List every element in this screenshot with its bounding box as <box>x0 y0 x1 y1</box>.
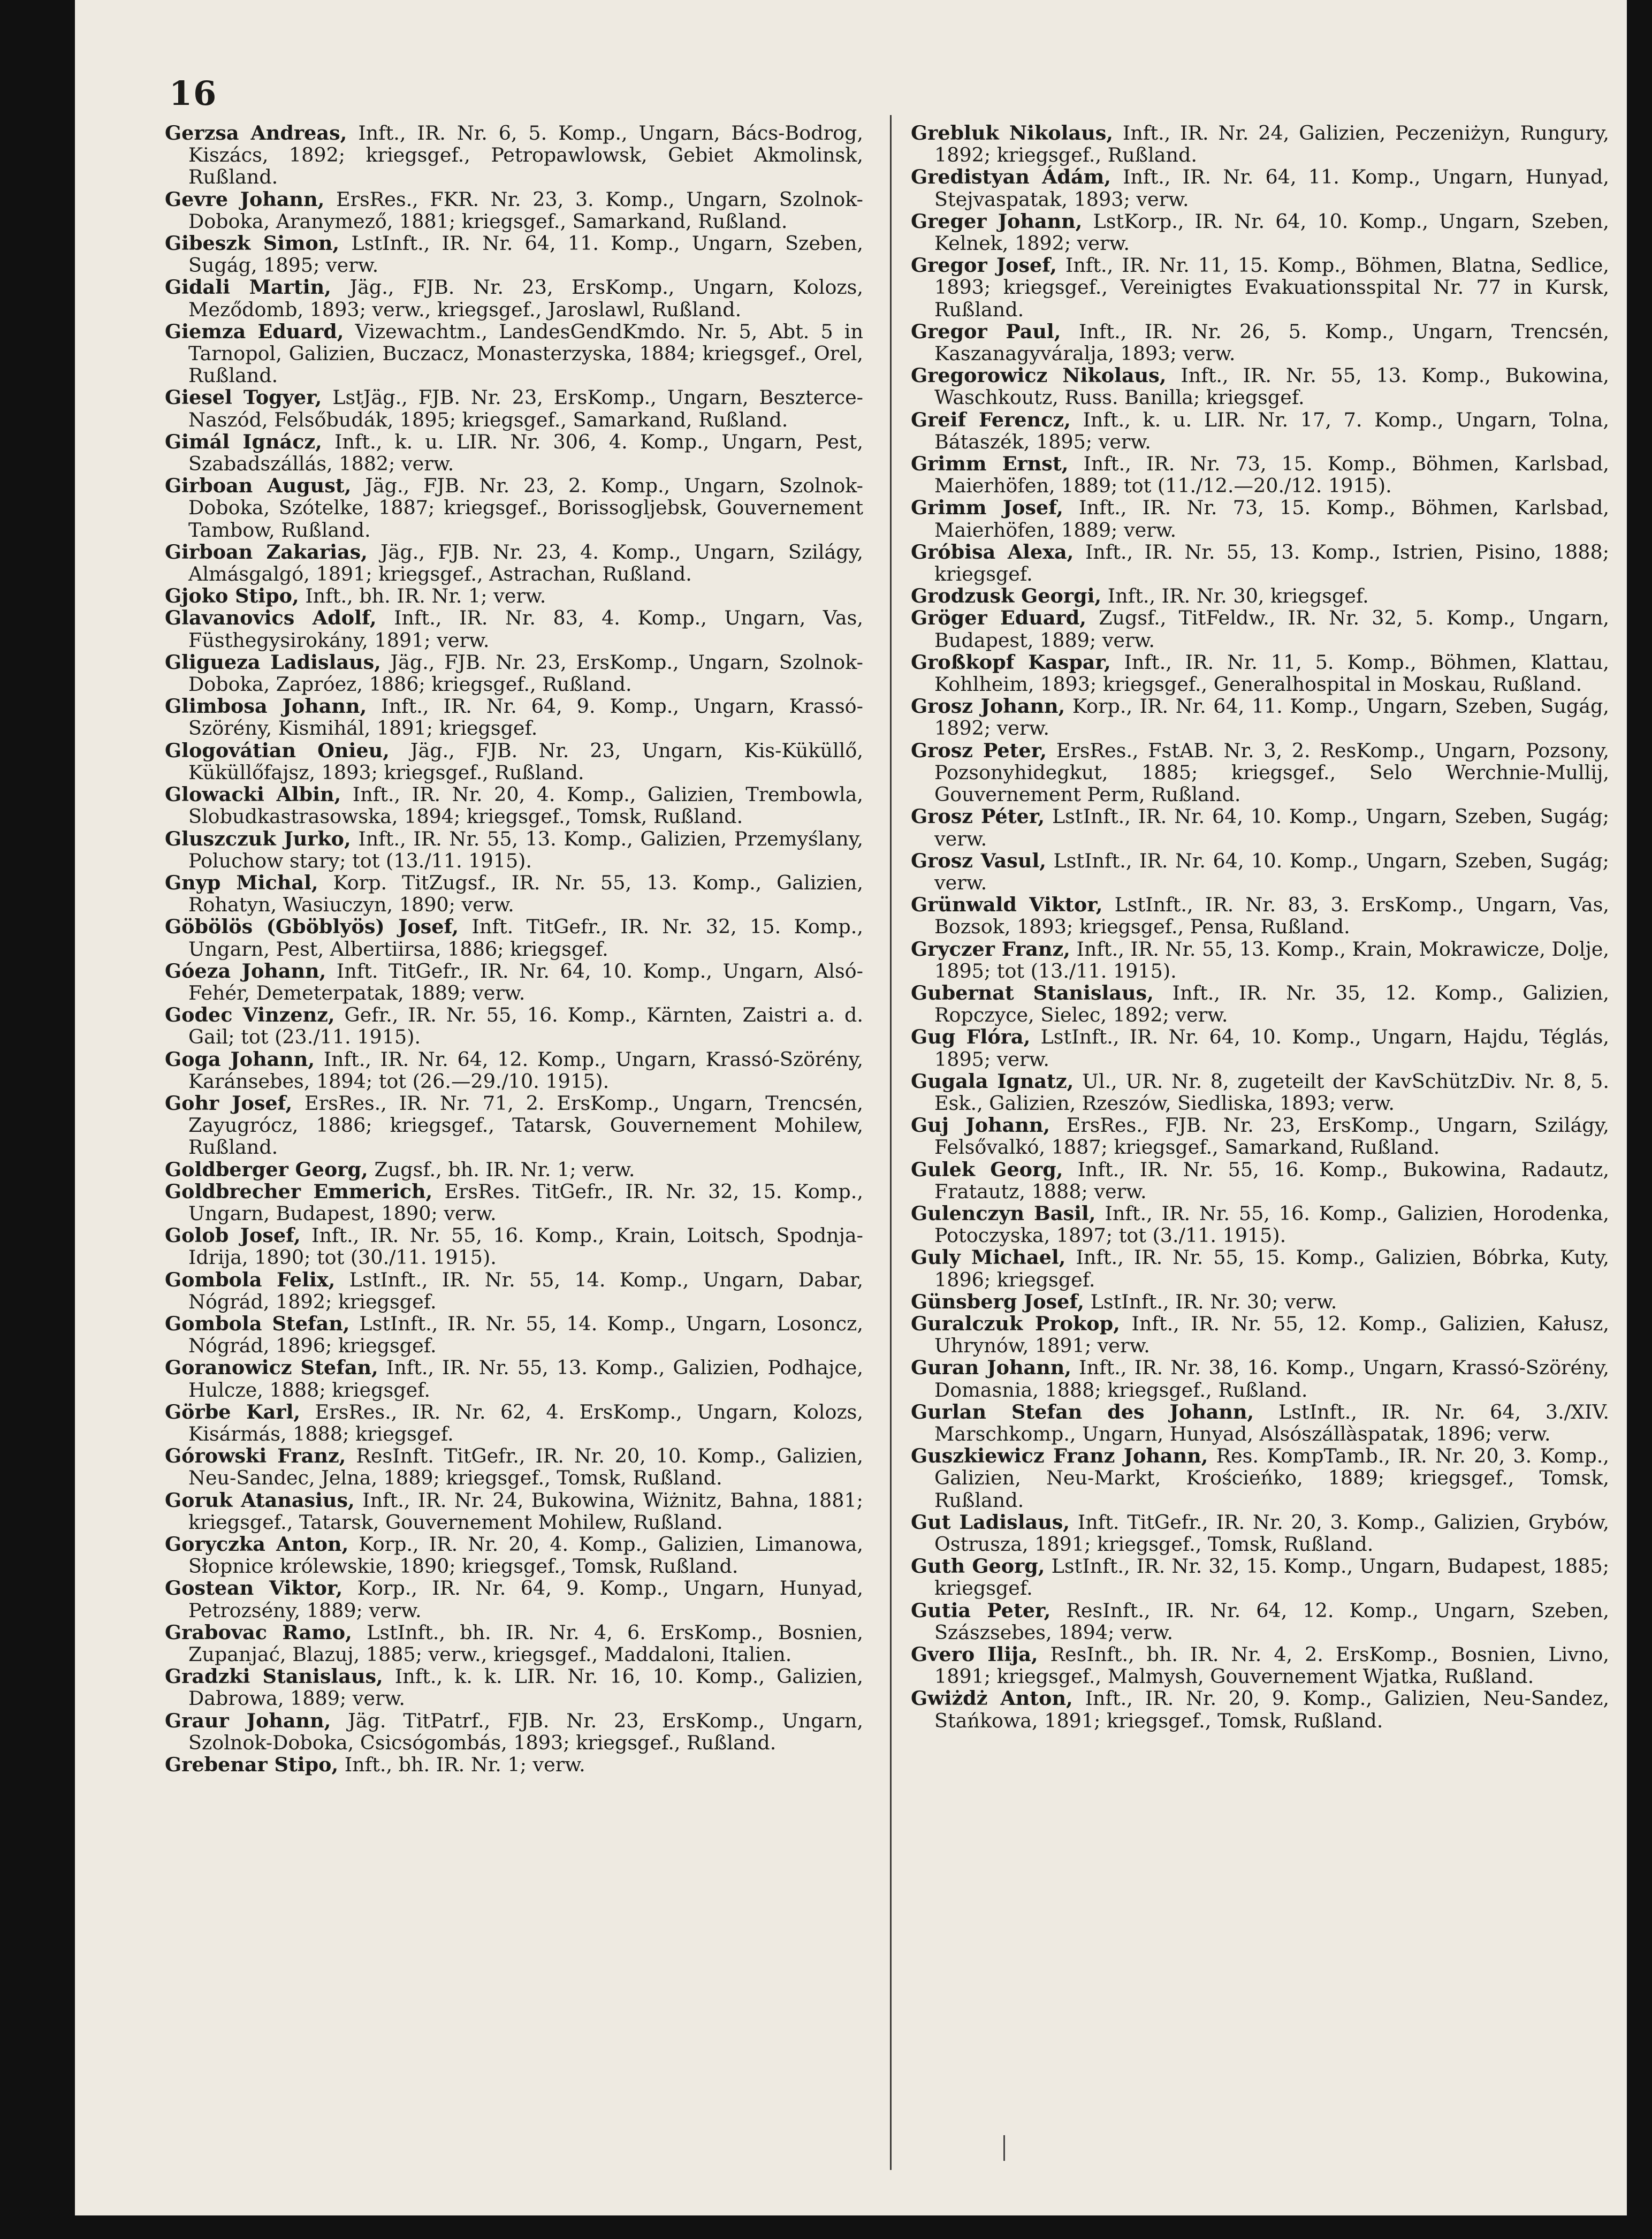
register-entry <box>165 828 863 872</box>
entry-details: Zugsf., bh. IR. Nr. 1; verw. <box>374 1157 635 1181</box>
entry-details: Jäg., FJB. Nr. 23, Ungarn, Kis-Küküllő, Küküllőfajsz, 1893; kriegsgef., Rußland. <box>188 738 863 784</box>
register-entry <box>911 982 1609 1026</box>
entry-name: Górowski Franz, <box>165 1444 346 1468</box>
register-entry <box>911 254 1609 321</box>
entry-details: Inft., k. u. LIR. Nr. 17, 7. Komp., Ungarn, Tolna, Bátaszék, 1895; verw. <box>934 408 1610 453</box>
entry-name: Großkopf Kaspar, <box>911 650 1111 674</box>
right-column <box>911 122 1609 1732</box>
entry-details: Inft., bh. IR. Nr. 1; verw. <box>344 1753 585 1777</box>
entry-name: Gutia Peter, <box>911 1598 1051 1622</box>
register-entry <box>911 210 1609 254</box>
entry-details: Zugsf., TitFeldw., IR. Nr. 32, 5. Komp., Ungarn, Budapest, 1889; verw. <box>934 606 1609 652</box>
entry-details: Inft., IR. Nr. 6, 5. Komp., Ungarn, Bács-Bodrog, Kiszács, 1892; kriegsgef., Petropawlowsk, Gebiet Akmolinsk, Rußland. <box>188 121 863 189</box>
entry-details: Jäg., FJB. Nr. 23, ErsKomp., Ungarn, Szolnok-Doboka, Zapróez, 1886; kriegsgef., Rußland. <box>188 650 863 696</box>
entry-name: Glimbosa Johann, <box>165 695 367 718</box>
entry-name: Glavanovics Adolf, <box>165 606 377 630</box>
register-entry <box>911 166 1609 210</box>
register-entry <box>911 1070 1609 1114</box>
entry-details: Gefr., IR. Nr. 55, 16. Komp., Kärnten, Zaistri a. d. Gail; tot (23./11. 1915). <box>188 1003 863 1049</box>
entry-name: Giesel Togyer, <box>165 386 322 409</box>
entry-name: Görbe Karl, <box>165 1400 301 1423</box>
entry-details: Korp., IR. Nr. 64, 11. Komp., Ungarn, Szeben, Sugág, 1892; verw. <box>934 695 1609 740</box>
register-entry <box>165 651 863 695</box>
entry-details: Inft., IR. Nr. 83, 4. Komp., Ungarn, Vas, Füsthegysirokány, 1891; verw. <box>188 606 863 652</box>
register-entry <box>911 651 1609 695</box>
entry-name: Godec Vinzenz, <box>165 1003 335 1027</box>
register-entry <box>911 1600 1609 1643</box>
register-entry <box>911 1159 1609 1202</box>
entry-details: LstInft., IR. Nr. 64, 11. Komp., Ungarn, Szeben, Sugág, 1895; verw. <box>188 232 863 277</box>
entry-name: Grosz Vasul, <box>911 849 1046 872</box>
entry-details: Inft., IR. Nr. 73, 15. Komp., Böhmen, Karlsbad, Maierhöfen, 1889; verw. <box>934 496 1609 542</box>
entry-details: Inft., IR. Nr. 55, 15. Komp., Galizien, Bóbrka, Kuty, 1896; kriegsgef. <box>934 1246 1609 1291</box>
entry-name: Gidali Martin, <box>165 276 331 299</box>
register-entry <box>911 409 1609 453</box>
entry-name: Gulek Georg, <box>911 1157 1063 1181</box>
register-entry <box>165 1159 863 1181</box>
entry-name: Gohr Josef, <box>165 1091 293 1115</box>
register-entry <box>165 740 863 783</box>
register-entry <box>165 276 863 320</box>
entry-details: Jäg. TitPatrf., FJB. Nr. 23, ErsKomp., Ungarn, Szolnok-Doboka, Csicsógombás, 1893; kriegsgef., Rußland. <box>188 1709 863 1754</box>
register-entry <box>165 1313 863 1357</box>
register-entry <box>165 321 863 387</box>
entry-name: Girboan Zakarias, <box>165 540 368 563</box>
entry-details: LstInft., IR. Nr. 55, 14. Komp., Ungarn, Losoncz, Nógrád, 1896; kriegsgef. <box>188 1312 863 1358</box>
register-entry <box>911 1114 1609 1158</box>
entry-name: Goranowicz Stefan, <box>165 1356 378 1380</box>
entry-details: ResInft., bh. IR. Nr. 4, 2. ErsKomp., Bosnien, Livno, 1891; kriegsgef., Malmysh, Gouvernement Wjatka, Rußland. <box>934 1643 1609 1688</box>
register-entry <box>911 1026 1609 1070</box>
entry-details: LstInft., bh. IR. Nr. 4, 6. ErsKomp., Bosnien, Zupanjać, Blazuj, 1885; verw., kriegsgef., Maddaloni, Italien. <box>188 1620 864 1666</box>
page-number: 16 <box>169 74 218 113</box>
register-entry <box>165 1269 863 1313</box>
register-entry <box>911 497 1609 540</box>
entry-name: Gurlan Stefan des Johann, <box>911 1400 1254 1423</box>
register-entry <box>911 695 1609 739</box>
entry-details: ErsRes., FKR. Nr. 23, 3. Komp., Ungarn, Szolnok-Doboka, Aranymező, 1881; kriegsgef., Samarkand, Rußland. <box>188 187 863 233</box>
register-entry <box>165 1533 863 1577</box>
entry-name: Gevre Johann, <box>165 187 325 211</box>
register-entry <box>911 805 1609 849</box>
register-entry <box>165 1401 863 1445</box>
entry-name: Gut Ladislaus, <box>911 1510 1070 1534</box>
register-entry <box>911 541 1609 585</box>
entry-name: Graur Johann, <box>165 1709 331 1732</box>
entry-details: ErsRes., FstAB. Nr. 3, 2. ResKomp., Ungarn, Pozsony, Pozsonyhidegkut, 1885; kriegsgef., Selo Werchnie-Mullij, Gouvernement Perm, Rußland. <box>934 738 1609 806</box>
register-entry <box>165 1710 863 1754</box>
entry-details: LstKorp., IR. Nr. 64, 10. Komp., Ungarn, Szeben, Kelnek, 1892; verw. <box>934 209 1610 255</box>
entry-details: Inft., k. k. LIR. Nr. 16, 10. Komp., Galizien, Dabrowa, 1889; verw. <box>188 1665 863 1710</box>
register-entry <box>165 1665 863 1709</box>
register-entry <box>911 1202 1609 1246</box>
entry-details: ErsRes. TitGefr., IR. Nr. 32, 15. Komp., Ungarn, Budapest, 1890; verw. <box>188 1179 863 1225</box>
entry-details: Korp., IR. Nr. 64, 9. Komp., Ungarn, Hunyad, Petrozsény, 1889; verw. <box>188 1577 863 1622</box>
register-entry <box>165 1357 863 1400</box>
register-entry <box>165 1489 863 1533</box>
entry-details: Inft., IR. Nr. 11, 15. Komp., Böhmen, Blatna, Sedlice, 1893; kriegsgef., Vereinigtes Evakuationsspital Nr. 77 in Kursk, Rußland. <box>934 254 1609 321</box>
entry-name: Goruk Atanasius, <box>165 1488 355 1512</box>
register-entry <box>165 1445 863 1489</box>
entry-details: Res. KompTamb., IR. Nr. 20, 3. Komp., Galizien, Neu-Markt, Krościeńko, 1889; kriegsgef., Tomsk, Rußland. <box>934 1444 1609 1512</box>
register-entry <box>165 188 863 232</box>
register-entry <box>165 916 863 959</box>
entry-name: Goldbrecher Emmerich, <box>165 1179 433 1203</box>
entry-details: Inft., IR. Nr. 38, 16. Komp., Ungarn, Krassó-Szörény, Domasnia, 1888; kriegsgef., Rußland. <box>934 1356 1609 1402</box>
column-divider <box>890 115 892 2170</box>
entry-details: LstJäg., FJB. Nr. 23, ErsKomp., Ungarn, Beszterce-Naszód, Felsőbudák, 1895; kriegsgef., Samarkand, Rußland. <box>188 386 863 431</box>
register-entry <box>165 1621 863 1665</box>
entry-details: Inft., IR. Nr. 55, 13. Komp., Galizien, Podhajce, Hulcze, 1888; kriegsgef. <box>188 1356 863 1402</box>
register-entry <box>165 1181 863 1224</box>
entry-details: Inft., IR. Nr. 55, 16. Komp., Galizien, Horodenka, Potoczyska, 1897; tot (3./11. 1915). <box>934 1201 1609 1247</box>
entry-details: LstInft., IR. Nr. 83, 3. ErsKomp., Ungarn, Vas, Bozsok, 1893; kriegsgef., Pensa, Rußland. <box>934 893 1610 939</box>
register-entry <box>911 607 1609 651</box>
entry-details: ErsRes., FJB. Nr. 23, ErsKomp., Ungarn, Szilágy, Felsővalkó, 1887; kriegsgef., Samarkand, Rußland. <box>934 1114 1609 1159</box>
register-entry <box>911 938 1609 982</box>
entry-details: Inft., IR. Nr. 26, 5. Komp., Ungarn, Trencsén, Kaszanagyváralja, 1893; verw. <box>934 319 1610 365</box>
entry-name: Glowacki Albin, <box>165 783 341 806</box>
register-entry <box>911 453 1609 497</box>
entry-name: Grebenar Stipo, <box>165 1753 339 1777</box>
entry-name: Goga Johann, <box>165 1047 315 1071</box>
entry-name: Gibeszk Simon, <box>165 232 340 255</box>
register-entry <box>911 1291 1609 1313</box>
entry-details: Inft., IR. Nr. 55, 13. Komp., Galizien, Przemyślany, Poluchow stary; tot (13./11. 1915). <box>188 827 863 872</box>
entry-details: Jäg., FJB. Nr. 23, ErsKomp., Ungarn, Kolozs, Meződomb, 1893; verw., kriegsgef., Jaroslawl, Rußland. <box>188 276 863 321</box>
entry-details: Vizewachtm., LandesGendKmdo. Nr. 5, Abt. 5 in Tarnopol, Galizien, Buczacz, Monasterzyska, 1884; kriegsgef., Orel, Rußland. <box>188 319 863 387</box>
register-entry <box>911 1687 1609 1731</box>
entry-details: Inft., IR. Nr. 55, 13. Komp., Krain, Mokrawicze, Dolje, 1895; tot (13./11. 1915). <box>934 937 1609 983</box>
entry-details: Inft., bh. IR. Nr. 1; verw. <box>305 584 546 608</box>
register-entry <box>911 1445 1609 1511</box>
entry-name: Grünwald Viktor, <box>911 893 1103 917</box>
entry-name: Guly Michael, <box>911 1246 1066 1269</box>
register-entry <box>165 386 863 430</box>
entry-name: Gubernat Stanislaus, <box>911 981 1154 1004</box>
register-entry <box>165 541 863 585</box>
register-entry <box>911 364 1609 408</box>
entry-name: Gulenczyn Basil, <box>911 1201 1096 1225</box>
entry-name: Greif Ferencz, <box>911 408 1071 431</box>
entry-details: Inft., IR. Nr. 55, 12. Komp., Galizien, Kałusz, Uhrynów, 1891; verw. <box>934 1312 1609 1358</box>
entry-name: Grosz Péter, <box>911 805 1045 828</box>
register-entry <box>165 607 863 651</box>
register-entry <box>165 232 863 276</box>
entry-details: Inft., IR. Nr. 55, 13. Komp., Bukowina, Waschkoutz, Russ. Banilla; kriegsgef. <box>934 364 1609 409</box>
entry-details: ResInft. TitGefr., IR. Nr. 20, 10. Komp., Galizien, Neu-Sandec, Jelna, 1889; kriegsgef., Tomsk, Rußland. <box>188 1444 863 1490</box>
entry-details: Inft., IR. Nr. 64, 11. Komp., Ungarn, Hunyad, Stejvaspatak, 1893; verw. <box>934 165 1609 211</box>
entry-name: Gregor Paul, <box>911 319 1061 343</box>
entry-details: Inft., IR. Nr. 20, 9. Komp., Galizien, Neu-Sandez, Stańkowa, 1891; kriegsgef., Tomsk, Rußland. <box>934 1687 1609 1732</box>
register-entry <box>911 1313 1609 1357</box>
register-entry <box>911 1511 1609 1555</box>
entry-name: Grosz Johann, <box>911 695 1065 718</box>
entry-name: Gimál Ignácz, <box>165 430 322 453</box>
entry-details: Inft., k. u. LIR. Nr. 306, 4. Komp., Ungarn, Pest, Szabadszállás, 1882; verw. <box>188 430 864 476</box>
register-entry <box>165 1004 863 1048</box>
document-page <box>75 0 1627 2215</box>
entry-name: Gwiżdż Anton, <box>911 1687 1073 1710</box>
register-entry <box>911 1401 1609 1445</box>
entry-name: Gostean Viktor, <box>165 1577 343 1600</box>
entry-name: Góeza Johann, <box>165 959 326 983</box>
register-entry <box>165 783 863 827</box>
entry-name: Gnyp Michal, <box>165 871 318 894</box>
entry-name: Göbölös (Gböblyös) Josef, <box>165 915 459 939</box>
entry-details: Jäg., FJB. Nr. 23, 4. Komp., Ungarn, Szilágy, Almásgalgó, 1891; kriegsgef., Astrachan, Rußland. <box>188 540 864 586</box>
entry-name: Gróbisa Alexa, <box>911 540 1074 563</box>
entry-name: Golob Josef, <box>165 1224 301 1247</box>
entry-name: Gradzki Stanislaus, <box>165 1665 383 1688</box>
register-entry <box>911 1555 1609 1599</box>
entry-details: Inft., IR. Nr. 30, kriegsgef. <box>1107 584 1369 608</box>
entry-details: LstInft., IR. Nr. 32, 15. Komp., Ungarn, Budapest, 1885; kriegsgef. <box>934 1555 1609 1600</box>
entry-details: LstInft., IR. Nr. 64, 3./XIV. Marschkomp., Ungarn, Hunyad, Alsószállàspatak, 1896; verw. <box>934 1400 1610 1445</box>
entry-details: Inft., IR. Nr. 24, Galizien, Peczeniżyn, Rungury, 1892; kriegsgef., Rußland. <box>934 121 1609 167</box>
entry-details: Jäg., FJB. Nr. 23, 2. Komp., Ungarn, Szolnok-Doboka, Szótelke, 1887; kriegsgef., Borissogljebsk, Gouvernement Tambow, Rußland. <box>188 474 864 542</box>
entry-details: Inft. TitGefr., IR. Nr. 20, 3. Komp., Galizien, Grybów, Ostrusza, 1891; kriegsgef., Tomsk, Rußland. <box>934 1510 1610 1556</box>
register-entry <box>911 321 1609 364</box>
entry-details: Inft., IR. Nr. 11, 5. Komp., Böhmen, Klattau, Kohlheim, 1893; kriegsgef., Generalhospital in Moskau, Rußland. <box>934 650 1609 696</box>
entry-details: ResInft., IR. Nr. 64, 12. Komp., Ungarn, Szeben, Szászsebes, 1894; verw. <box>934 1598 1609 1644</box>
entry-details: Inft., IR. Nr. 64, 9. Komp., Ungarn, Krassó-Szörény, Kismihál, 1891; kriegsgef. <box>188 695 863 740</box>
entry-details: Inft., IR. Nr. 20, 4. Komp., Galizien, Trembowla, Slobudkastrasowska, 1894; kriegsgef., Tomsk, Rußland. <box>188 783 863 828</box>
entry-details: LstInft., IR. Nr. 55, 14. Komp., Ungarn, Dabar, Nógrád, 1892; kriegsgef. <box>188 1268 863 1313</box>
register-entry <box>911 850 1609 894</box>
entry-name: Grimm Josef, <box>911 496 1063 520</box>
entry-name: Greger Johann, <box>911 209 1083 233</box>
entry-details: LstInft., IR. Nr. 64, 10. Komp., Ungarn, Szeben, Sugág; verw. <box>934 849 1609 894</box>
entry-details: LstInft., IR. Nr. 64, 10. Komp., Ungarn, Szeben, Sugág; verw. <box>934 805 1609 850</box>
register-entry <box>165 475 863 541</box>
register-entry <box>165 1048 863 1092</box>
entry-name: Gerzsa Andreas, <box>165 121 347 144</box>
entry-name: Guralczuk Prokop, <box>911 1312 1120 1335</box>
entry-name: Goryczka Anton, <box>165 1533 349 1556</box>
margin-mark <box>1003 2135 1005 2161</box>
entry-name: Gjoko Stipo, <box>165 584 299 608</box>
entry-name: Glogovátian Onieu, <box>165 738 390 762</box>
entry-details: Inft., IR. Nr. 73, 15. Komp., Böhmen, Karlsbad, Maierhöfen, 1889; tot (11./12.—20./12. 1915). <box>934 452 1609 498</box>
entry-details: LstInft., IR. Nr. 64, 10. Komp., Ungarn, Hajdu, Téglás, 1895; verw. <box>934 1025 1609 1071</box>
entry-details: Inft., IR. Nr. 55, 13. Komp., Istrien, Pisino, 1888; kriegsgef. <box>934 540 1610 586</box>
entry-name: Gvero Ilija, <box>911 1643 1038 1666</box>
entry-details: Inft., IR. Nr. 55, 16. Komp., Krain, Loitsch, Spodnja-Idrija, 1890; tot (30./11. 1915). <box>188 1224 863 1269</box>
entry-details: Korp., IR. Nr. 20, 4. Komp., Galizien, Limanowa, Słopnice królewskie, 1890; kriegsgef., Tomsk, Rußland. <box>188 1533 863 1578</box>
register-entry <box>165 585 863 607</box>
entry-details: ErsRes., IR. Nr. 62, 4. ErsKomp., Ungarn, Kolozs, Kisármás, 1888; kriegsgef. <box>188 1400 864 1445</box>
register-entry <box>165 122 863 188</box>
entry-details: Inft., IR. Nr. 64, 12. Komp., Ungarn, Krassó-Szörény, Karánsebes, 1894; tot (26.—29./10. 1915). <box>188 1047 864 1093</box>
register-entry <box>911 740 1609 806</box>
entry-details: Korp. TitZugsf., IR. Nr. 55, 13. Komp., Galizien, Rohatyn, Wasiuczyn, 1890; verw. <box>188 871 863 917</box>
register-entry <box>165 1224 863 1268</box>
entry-name: Grosz Peter, <box>911 738 1047 762</box>
entry-name: Girboan August, <box>165 474 352 498</box>
entry-name: Guth Georg, <box>911 1555 1045 1578</box>
entry-name: Guran Johann, <box>911 1356 1071 1380</box>
entry-name: Guj Johann, <box>911 1114 1050 1137</box>
register-entry <box>165 960 863 1004</box>
register-entry <box>165 1754 863 1776</box>
register-entry <box>165 1092 863 1159</box>
left-column <box>165 122 863 1776</box>
entry-name: Grabovac Ramo, <box>165 1620 352 1644</box>
entry-details: Inft., IR. Nr. 35, 12. Komp., Galizien, Ropczyce, Sielec, 1892; verw. <box>934 981 1609 1027</box>
entry-name: Gryczer Franz, <box>911 937 1070 961</box>
entry-details: Ul., UR. Nr. 8, zugeteilt der KavSchützDiv. Nr. 8, 5. Esk., Galizien, Rzeszów, Siedliska, 1893; verw. <box>934 1069 1609 1115</box>
entry-name: Gluszczuk Jurko, <box>165 827 351 850</box>
register-entry <box>165 1577 863 1621</box>
entry-name: Gombola Felix, <box>165 1268 336 1291</box>
entry-details: LstInft., IR. Nr. 30; verw. <box>1090 1290 1337 1313</box>
entry-details: Inft. TitGefr., IR. Nr. 64, 10. Komp., Ungarn, Alsó-Fehér, Demeterpatak, 1889; verw. <box>188 959 863 1004</box>
entry-name: Gug Flóra, <box>911 1025 1031 1049</box>
entry-name: Gröger Eduard, <box>911 606 1086 630</box>
entry-details: Inft., IR. Nr. 55, 16. Komp., Bukowina, Radautz, Fratautz, 1888; verw. <box>934 1157 1609 1203</box>
entry-name: Grebluk Nikolaus, <box>911 121 1113 144</box>
entry-name: Guszkiewicz Franz Johann, <box>911 1444 1208 1468</box>
entry-name: Gombola Stefan, <box>165 1312 350 1335</box>
entry-name: Goldberger Georg, <box>165 1157 368 1181</box>
register-entry <box>165 431 863 475</box>
register-entry <box>911 585 1609 607</box>
register-entry <box>165 872 863 916</box>
register-entry <box>911 894 1609 938</box>
entry-name: Günsberg Josef, <box>911 1290 1084 1313</box>
entry-name: Gregorowicz Nikolaus, <box>911 364 1167 387</box>
entry-details: Inft. TitGefr., IR. Nr. 32, 15. Komp., Ungarn, Pest, Albertiirsa, 1886; kriegsgef. <box>188 915 864 961</box>
register-entry <box>911 1357 1609 1400</box>
entry-details: ErsRes., IR. Nr. 71, 2. ErsKomp., Ungarn, Trencsén, Zayugrócz, 1886; kriegsgef., Tatarsk, Gouvernement Mohilew, Rußland. <box>188 1091 864 1159</box>
entry-name: Gregor Josef, <box>911 254 1057 277</box>
entry-name: Gligueza Ladislaus, <box>165 650 381 674</box>
entry-name: Grimm Ernst, <box>911 452 1069 476</box>
register-entry <box>165 695 863 739</box>
entry-name: Gugala Ignatz, <box>911 1069 1074 1093</box>
entry-name: Grodzusk Georgi, <box>911 584 1102 608</box>
entry-name: Gredistyan Ádám, <box>911 165 1111 189</box>
entry-name: Giemza Eduard, <box>165 319 344 343</box>
register-entry <box>911 122 1609 166</box>
register-entry <box>911 1246 1609 1290</box>
entry-details: Inft., IR. Nr. 24, Bukowina, Wiżnitz, Bahna, 1881; kriegsgef., Tatarsk, Gouvernement Mohilew, Rußland. <box>188 1488 863 1534</box>
register-entry <box>911 1643 1609 1687</box>
